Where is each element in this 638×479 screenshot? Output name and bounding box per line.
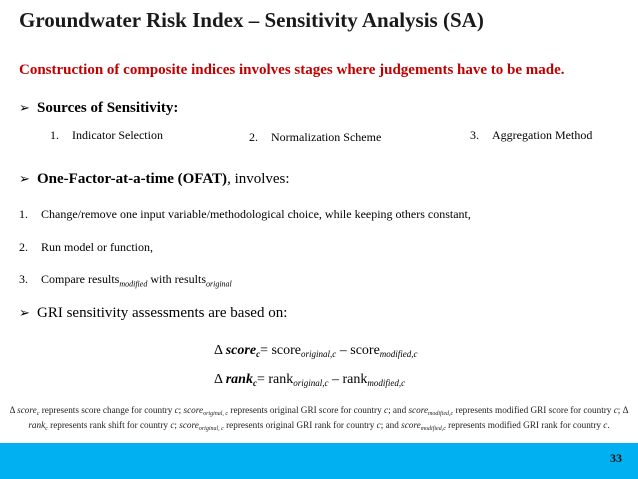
step-sub-modified: modified	[119, 279, 148, 289]
page-number: 33	[610, 451, 622, 465]
note-text: c	[36, 411, 40, 417]
source-item-num: 1.	[50, 128, 59, 142]
step-text: Run model or function,	[41, 240, 153, 254]
formula-lhs: rank	[225, 372, 253, 387]
ofat-step-3	[19, 272, 232, 288]
source-item-label: Indicator Selection	[72, 128, 163, 142]
note-text: c	[613, 405, 618, 415]
formula-sub-a: original,c	[301, 349, 337, 359]
note-text: ; and	[380, 420, 402, 431]
formula-lhs: score	[225, 343, 257, 358]
note-text: .	[607, 420, 610, 431]
ofat-heading-bold: One-Factor-at-a-time (OFAT)	[37, 171, 228, 187]
note-text: score	[408, 405, 429, 415]
note-text: represents original GRI score for country	[228, 405, 384, 415]
formula-rank	[214, 372, 405, 388]
note-text: represents modified GRI score for country	[453, 405, 614, 415]
note-text: original, c	[203, 411, 229, 417]
footnote	[0, 405, 638, 435]
subtitle: Construction of composite indices involves stages where judgements have to be made.	[19, 62, 565, 78]
note-text: ; Δ	[617, 405, 629, 415]
ofat-step-2	[19, 240, 153, 255]
note-text: original, c	[198, 426, 224, 433]
note-text: score	[401, 420, 421, 431]
note-text: represents score change for country	[39, 405, 175, 415]
formula-sub-b: modified,c	[367, 378, 406, 388]
note-text: represents rank shift for country	[47, 420, 171, 431]
note-text: modified,c	[420, 426, 446, 433]
source-item-2	[249, 130, 381, 145]
arrow-right-icon: ➢	[19, 172, 30, 187]
note-text: rank	[28, 420, 46, 431]
page-title: Groundwater Risk Index – Sensitivity Analysis (SA)	[19, 8, 484, 32]
source-item-3	[470, 128, 592, 143]
formula-delta: Δ	[214, 343, 226, 358]
formula-sub-a: original,c	[293, 378, 329, 388]
formula-lhs-sub: c	[256, 349, 261, 359]
note-text: represents modified GRI rank for country	[445, 420, 604, 431]
source-item-num: 2.	[249, 130, 258, 144]
note-text: score	[17, 405, 37, 415]
source-item-label: Normalization Scheme	[271, 130, 382, 144]
arrow-right-icon: ➢	[19, 101, 30, 116]
arrow-right-icon: ➢	[19, 306, 30, 321]
formula-minus: – rank	[328, 372, 368, 387]
step-num: 3.	[19, 272, 28, 286]
note-text: c	[376, 420, 381, 431]
note-text: score	[183, 405, 204, 415]
note-text: c	[174, 405, 179, 415]
note-text: ;	[178, 405, 184, 415]
note-text: score	[179, 420, 199, 431]
note-text: represents original GRI rank for country	[223, 420, 377, 431]
step-num: 2.	[19, 240, 28, 254]
note-text: c	[383, 405, 389, 415]
gri-heading-text: GRI sensitivity assessments are based on:	[37, 305, 288, 321]
sources-heading-text: Sources of Sensitivity:	[37, 100, 179, 116]
formula-sub-b: modified,c	[379, 349, 418, 359]
note-text: c	[603, 420, 608, 431]
source-item-num: 3.	[470, 128, 479, 142]
ofat-heading-rest: , involves:	[227, 171, 290, 187]
formula-eq: = score	[260, 343, 301, 358]
note-text: c	[170, 420, 175, 431]
ofat-heading	[19, 171, 290, 188]
note-text: c	[45, 426, 48, 433]
formula-delta: Δ	[214, 372, 226, 387]
step-text: Change/remove one input variable/methodological choice, while keeping others constant,	[41, 207, 471, 221]
note-text: Δ	[9, 405, 18, 415]
sources-heading	[19, 100, 178, 117]
note-text: ; and	[388, 405, 409, 415]
ofat-step-1	[19, 207, 471, 222]
formula-minus: – score	[336, 343, 380, 358]
gri-heading	[19, 305, 287, 322]
note-text: modified,c	[428, 411, 454, 417]
step-text: Compare results	[41, 272, 120, 286]
step-text-mid: with results	[147, 272, 206, 286]
footer-bar	[0, 443, 638, 479]
note-text: ;	[174, 420, 180, 431]
formula-score	[214, 343, 418, 359]
source-item-1	[50, 128, 163, 143]
source-item-label: Aggregation Method	[492, 128, 593, 142]
step-num: 1.	[19, 207, 28, 221]
step-sub-original: original	[206, 279, 232, 289]
formula-lhs-sub: c	[252, 378, 257, 388]
formula-eq: = rank	[256, 372, 294, 387]
